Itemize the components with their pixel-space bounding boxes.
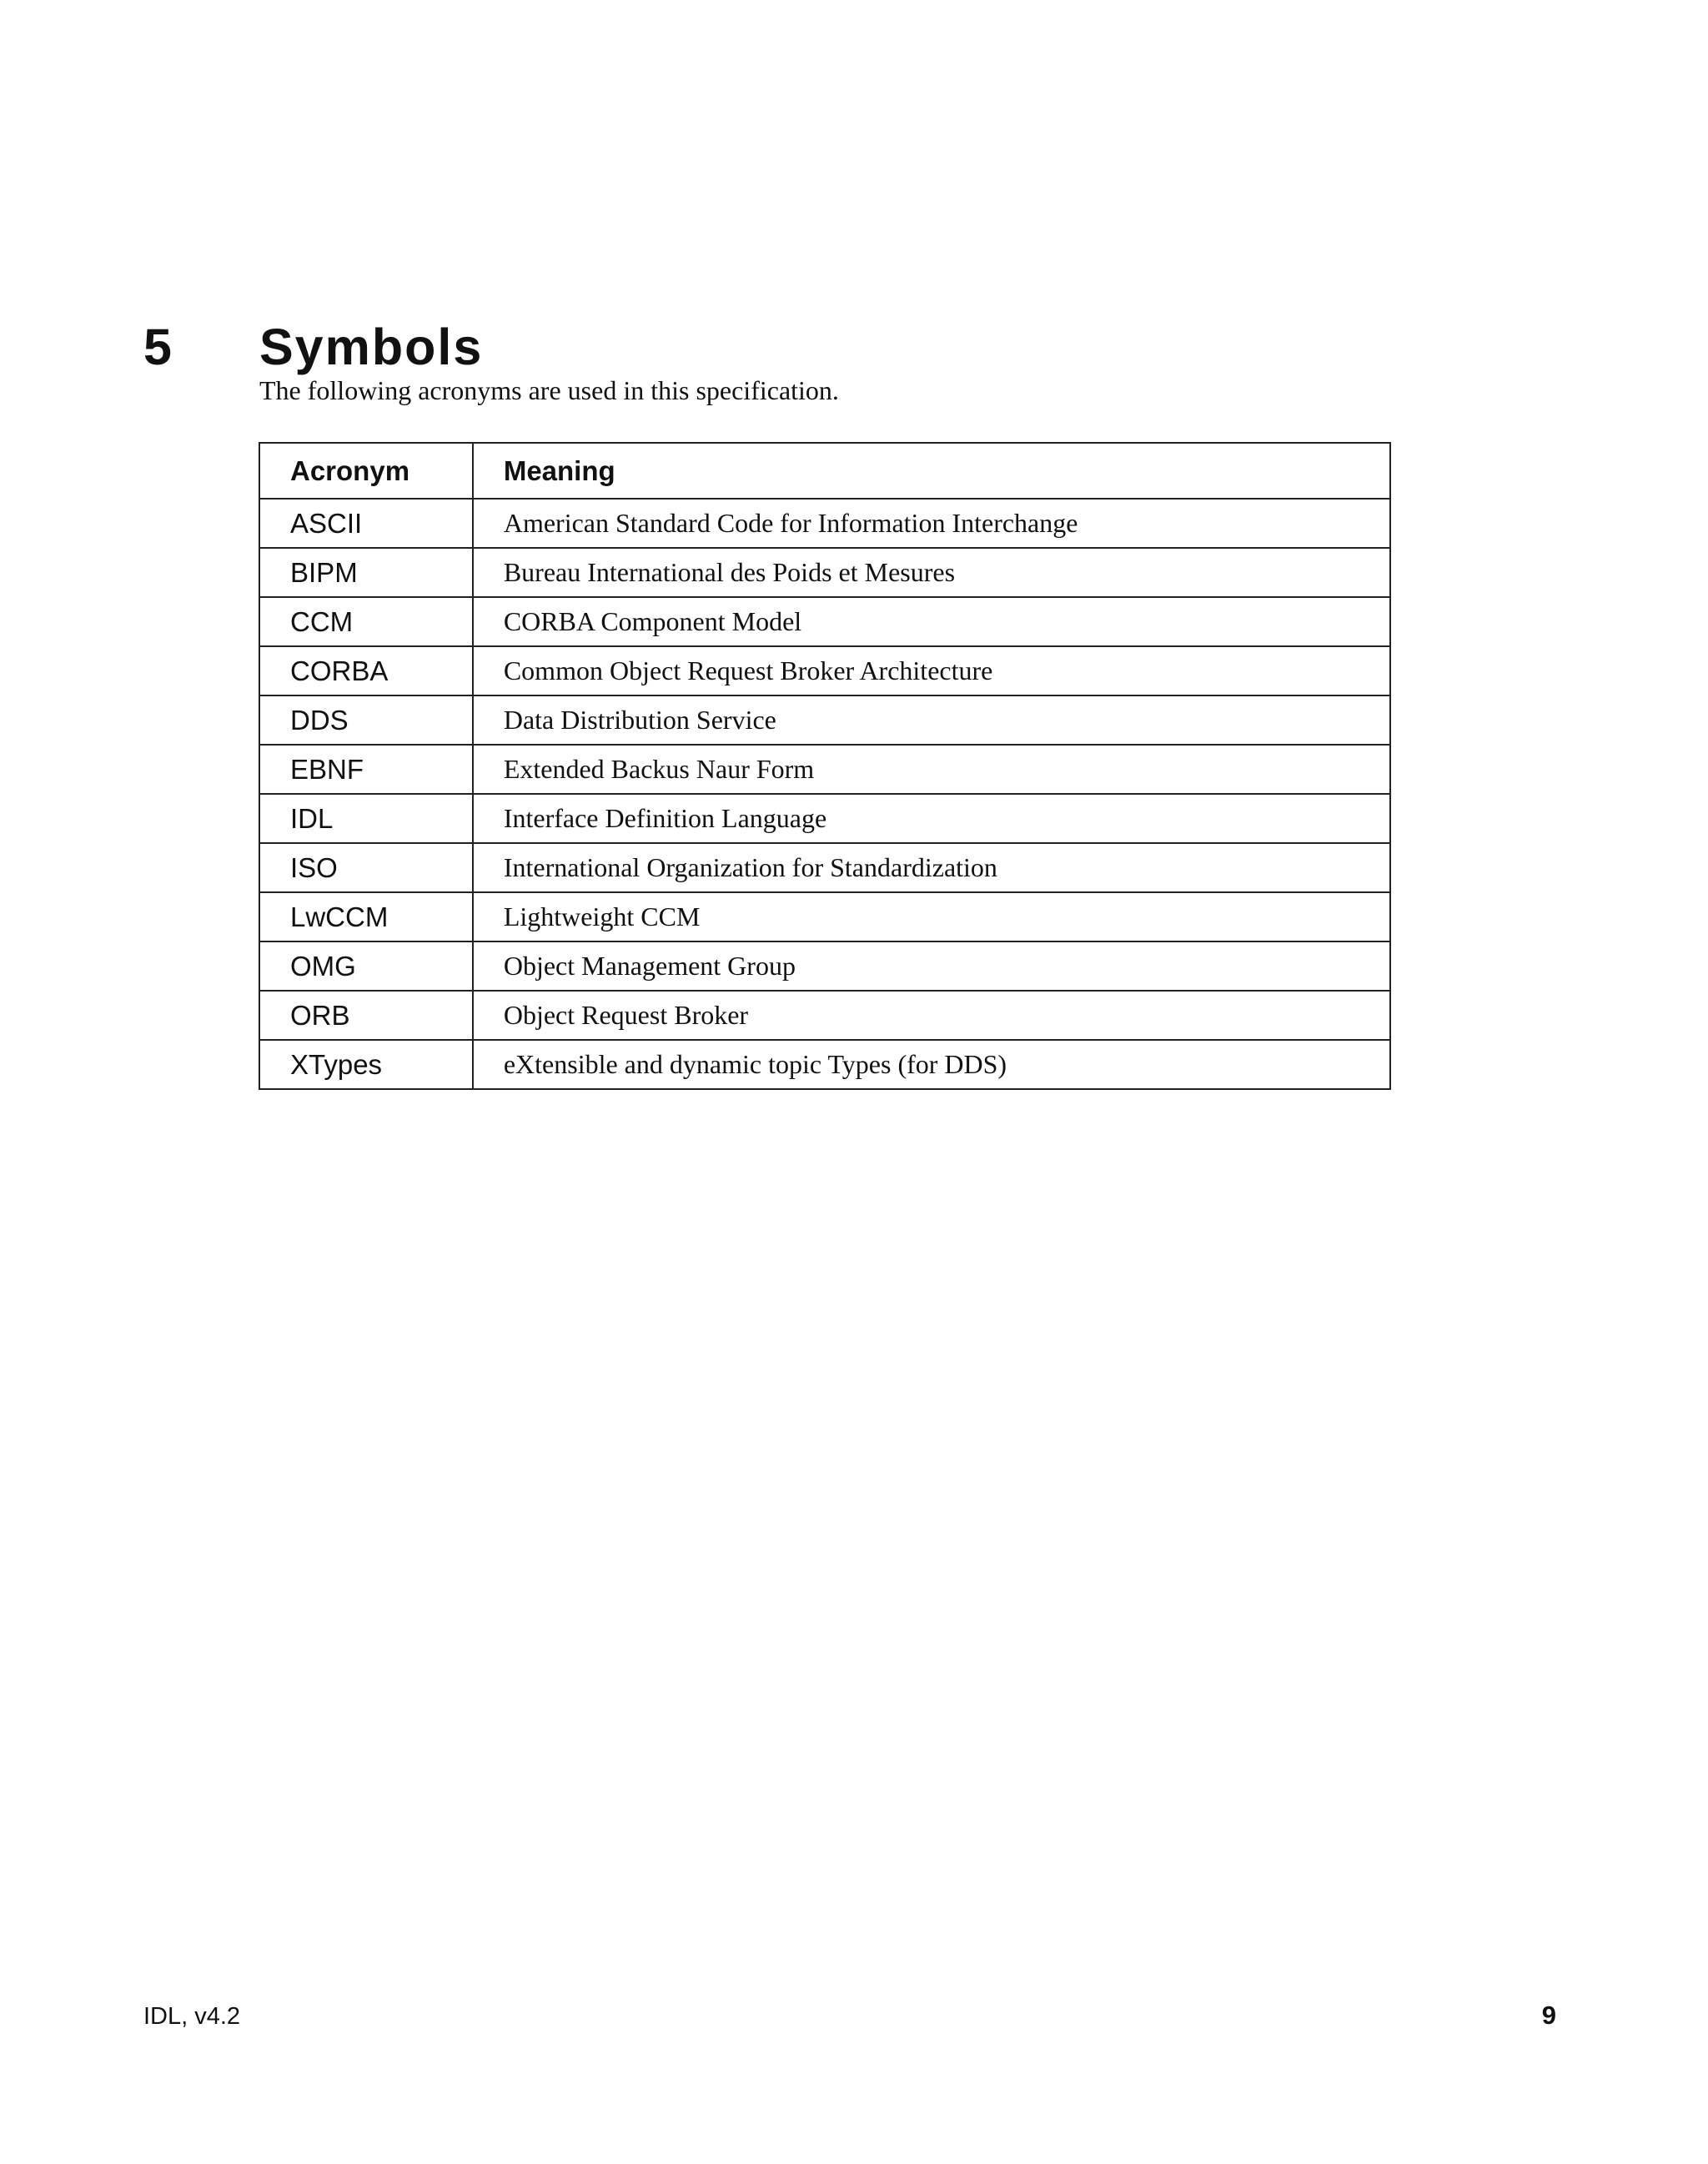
meaning-cell: CORBA Component Model [473, 597, 1390, 646]
acronym-cell: IDL [259, 794, 473, 843]
meaning-cell: Interface Definition Language [473, 794, 1390, 843]
section-number: 5 [143, 318, 173, 375]
column-header-meaning: Meaning [473, 443, 1390, 499]
acronym-cell: EBNF [259, 745, 473, 794]
column-header-acronym: Acronym [259, 443, 473, 499]
table-row [259, 646, 1390, 695]
meaning-cell: Extended Backus Naur Form [473, 745, 1390, 794]
table-row [259, 597, 1390, 646]
table-row [259, 548, 1390, 597]
meaning-cell: American Standard Code for Information Interchange [473, 499, 1390, 548]
meaning-cell: Object Management Group [473, 941, 1390, 991]
acronym-cell: ISO [259, 843, 473, 892]
section-title: Symbols [259, 318, 484, 375]
acronym-cell: XTypes [259, 1040, 473, 1089]
table-row [259, 499, 1390, 548]
acronym-cell: ORB [259, 991, 473, 1040]
meaning-cell: Common Object Request Broker Architecture [473, 646, 1390, 695]
table-row [259, 1040, 1390, 1089]
acronym-cell: BIPM [259, 548, 473, 597]
table-row [259, 991, 1390, 1040]
acronym-cell: CORBA [259, 646, 473, 695]
meaning-cell: eXtensible and dynamic topic Types (for DDS) [473, 1040, 1390, 1089]
meaning-cell: Lightweight CCM [473, 892, 1390, 941]
section-heading [143, 314, 483, 380]
meaning-cell: International Organization for Standardization [473, 843, 1390, 892]
acronym-cell: ASCII [259, 499, 473, 548]
table-row [259, 794, 1390, 843]
table-row [259, 892, 1390, 941]
table-row [259, 745, 1390, 794]
acronym-table [259, 442, 1391, 1090]
table-row [259, 941, 1390, 991]
table-row [259, 843, 1390, 892]
acronym-cell: DDS [259, 695, 473, 745]
meaning-cell: Object Request Broker [473, 991, 1390, 1040]
intro-paragraph: The following acronyms are used in this specification. [259, 375, 839, 405]
meaning-cell: Data Distribution Service [473, 695, 1390, 745]
acronym-cell: CCM [259, 597, 473, 646]
footer-page-number: 9 [1541, 2001, 1556, 2030]
table-header-row [259, 443, 1390, 499]
acronym-cell: OMG [259, 941, 473, 991]
footer-document-title: IDL, v4.2 [143, 2003, 241, 2030]
meaning-cell: Bureau International des Poids et Mesures [473, 548, 1390, 597]
table-row [259, 695, 1390, 745]
acronym-cell: LwCCM [259, 892, 473, 941]
